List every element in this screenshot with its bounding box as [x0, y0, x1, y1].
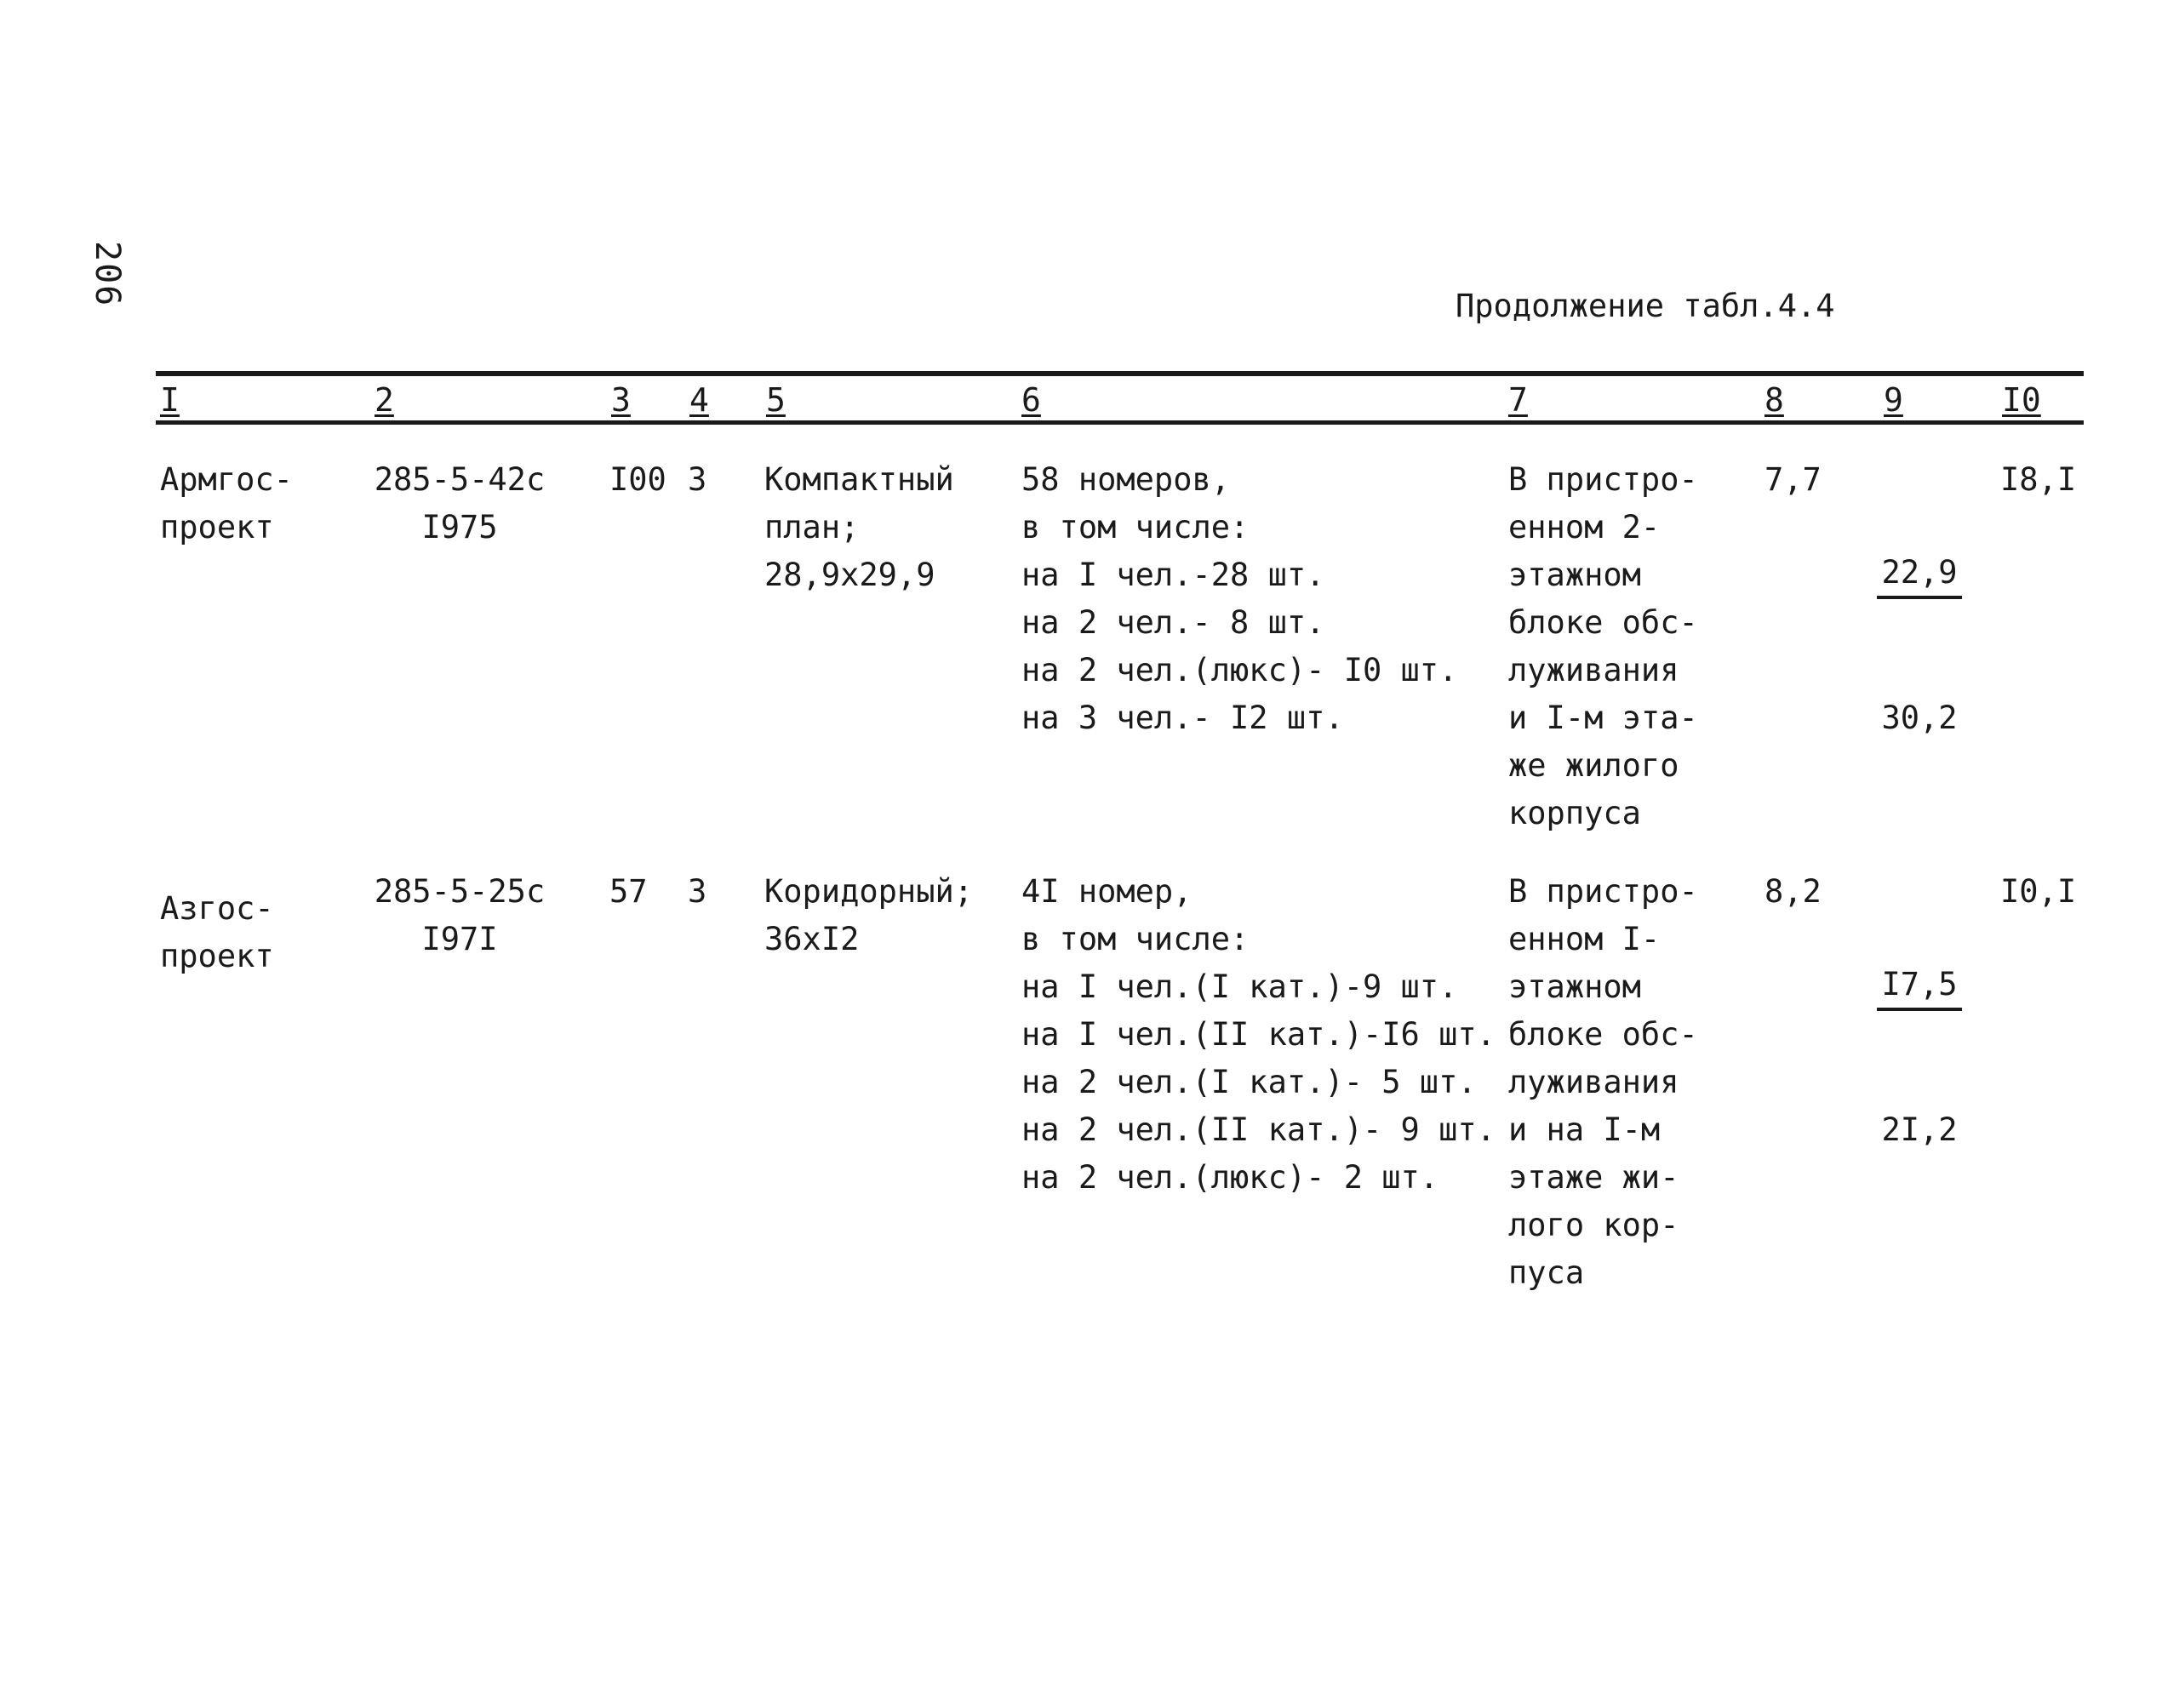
column-header-2: 2	[375, 381, 394, 419]
col8-cell: 8,2	[1764, 873, 1822, 910]
column-header-4: 4	[689, 381, 709, 419]
table-top-rule	[156, 371, 2084, 376]
column-header-6: 6	[1021, 381, 1041, 419]
table-header-rule	[156, 420, 2084, 425]
rooms-cell: 4I номер, в том числе: на I чел.(I кат.)-9 шт. на I чел.(II кат.)-I6 шт. на 2 чел.(I кат.)- 5 шт. на 2 чел.(II кат.)- 9 шт. на 2 чел.(люкс)- 2 шт.	[1021, 873, 1496, 1196]
column-header-1: I	[160, 381, 180, 419]
col9-fraction	[1877, 456, 1962, 837]
col4-cell: 3	[688, 873, 707, 910]
col10-cell: I8,I	[2000, 461, 2077, 498]
organization-cell: Армгос- проект	[160, 461, 293, 546]
page-number: 206	[88, 241, 127, 308]
service-block-cell: В пристро- енном 2- этажном блоке обс- луживания и I-м эта- же жилого корпуса	[1508, 461, 1698, 831]
project-code-cell: 285-5-42с I975	[374, 461, 546, 546]
col10-cell: I0,I	[2000, 873, 2077, 910]
column-header-9: 9	[1884, 381, 1903, 419]
column-header-7: 7	[1508, 381, 1528, 419]
col9-numerator: 22,9	[1877, 551, 1962, 599]
organization-cell: Азгос- проект	[160, 890, 274, 974]
project-code-cell: 285-5-25с I97I	[374, 873, 546, 957]
service-block-cell: В пристро- енном I- этажном блоке обс- луживания и на I-м этаже жи- лого кор- пуса	[1508, 873, 1698, 1291]
plan-cell: Коридорный; 36хI2	[764, 873, 974, 957]
column-header-10: I0	[2002, 381, 2041, 419]
col4-cell: 3	[688, 461, 707, 498]
plan-cell: Компактный план; 28,9х29,9	[764, 461, 954, 593]
col3-cell: 57	[609, 873, 648, 910]
column-header-8: 8	[1764, 381, 1784, 419]
rooms-cell: 58 номеров, в том числе: на I чел.-28 шт. на 2 чел.- 8 шт. на 2 чел.(люкс)- I0 шт. на 3 чел.- I2 шт.	[1021, 461, 1458, 736]
col9-denominator: 30,2	[1881, 700, 1958, 736]
col8-cell: 7,7	[1764, 461, 1822, 498]
col3-cell: I00	[609, 461, 666, 498]
col9-numerator: I7,5	[1877, 963, 1962, 1011]
col9-fraction	[1877, 868, 1962, 1249]
column-header-5: 5	[766, 381, 786, 419]
column-header-3: 3	[611, 381, 631, 419]
col9-denominator: 2I,2	[1881, 1111, 1958, 1148]
table-continuation-label: Продолжение табл.4.4	[1456, 288, 1835, 324]
